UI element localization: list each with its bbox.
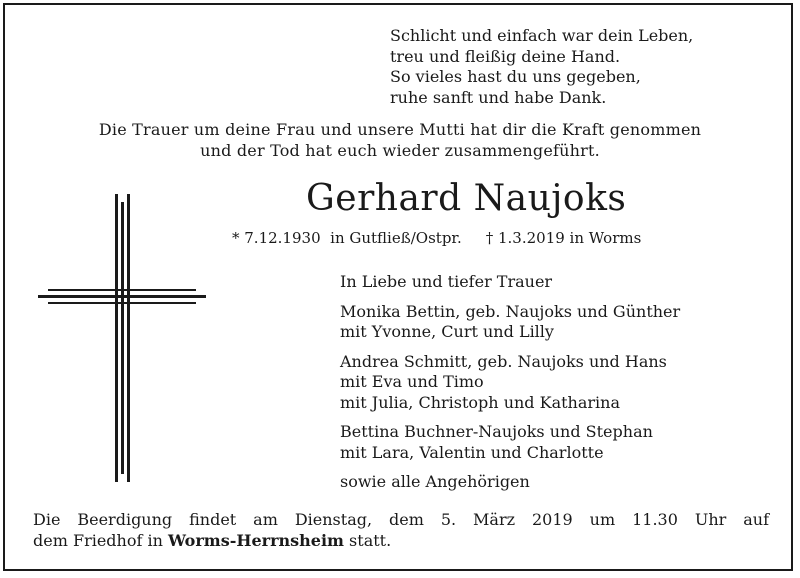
mourner-line: mit Julia, Christoph und Katharina <box>340 392 620 412</box>
funeral-line-2 <box>33 531 769 552</box>
intro-line: und der Tod hat euch wieder zusammengeführt. <box>200 140 600 160</box>
mourner-line: mit Yvonne, Curt und Lilly <box>340 322 554 341</box>
poem <box>390 26 693 108</box>
poem-line: treu und fleißig deine Hand. <box>390 46 621 66</box>
deceased-name: Gerhard Naujoks <box>306 178 627 219</box>
mourners-list <box>340 272 680 493</box>
poem-line: ruhe sanft und habe Dank. <box>390 87 607 107</box>
mourner-line: Andrea Schmitt, geb. Naujoks und Hans <box>340 351 667 371</box>
mourner-group <box>340 302 680 343</box>
mourner-group <box>340 422 680 463</box>
intro-text <box>0 120 800 161</box>
funeral-line-1: Die Beerdigung findet am Dienstag, dem 5. März 2019 um 11.30 Uhr auf <box>33 510 769 529</box>
mourner-line: Monika Bettin, geb. Naujoks und Günther <box>340 301 681 321</box>
mourner-group <box>340 352 680 414</box>
mourner-line: Bettina Buchner-Naujoks und Stephan <box>340 422 653 441</box>
intro-line: Die Trauer um deine Frau und unsere Mutti hat dir die Kraft genommen <box>98 120 702 139</box>
birth-date: * 7.12.1930 in Gutfließ/Ostpr. <box>232 229 462 247</box>
funeral-notice <box>33 510 769 551</box>
mourner-line: mit Eva und Timo <box>340 372 484 391</box>
cross-icon <box>38 194 206 482</box>
poem-line: So vieles hast du uns gegeben, <box>390 67 641 86</box>
funeral-place: Worms-Herrnsheim <box>168 530 344 550</box>
mourner-line: mit Lara, Valentin und Charlotte <box>340 442 604 462</box>
life-dates <box>232 229 641 247</box>
funeral-suffix: statt. <box>343 530 392 550</box>
mourning-phrase: In Liebe und tiefer Trauer <box>340 272 553 291</box>
death-date: † 1.3.2019 in Worms <box>485 229 642 247</box>
poem-line: Schlicht und einfach war dein Leben, <box>390 26 694 45</box>
relatives-line: sowie alle Angehörigen <box>340 472 530 491</box>
funeral-prefix: dem Friedhof in <box>33 530 168 550</box>
